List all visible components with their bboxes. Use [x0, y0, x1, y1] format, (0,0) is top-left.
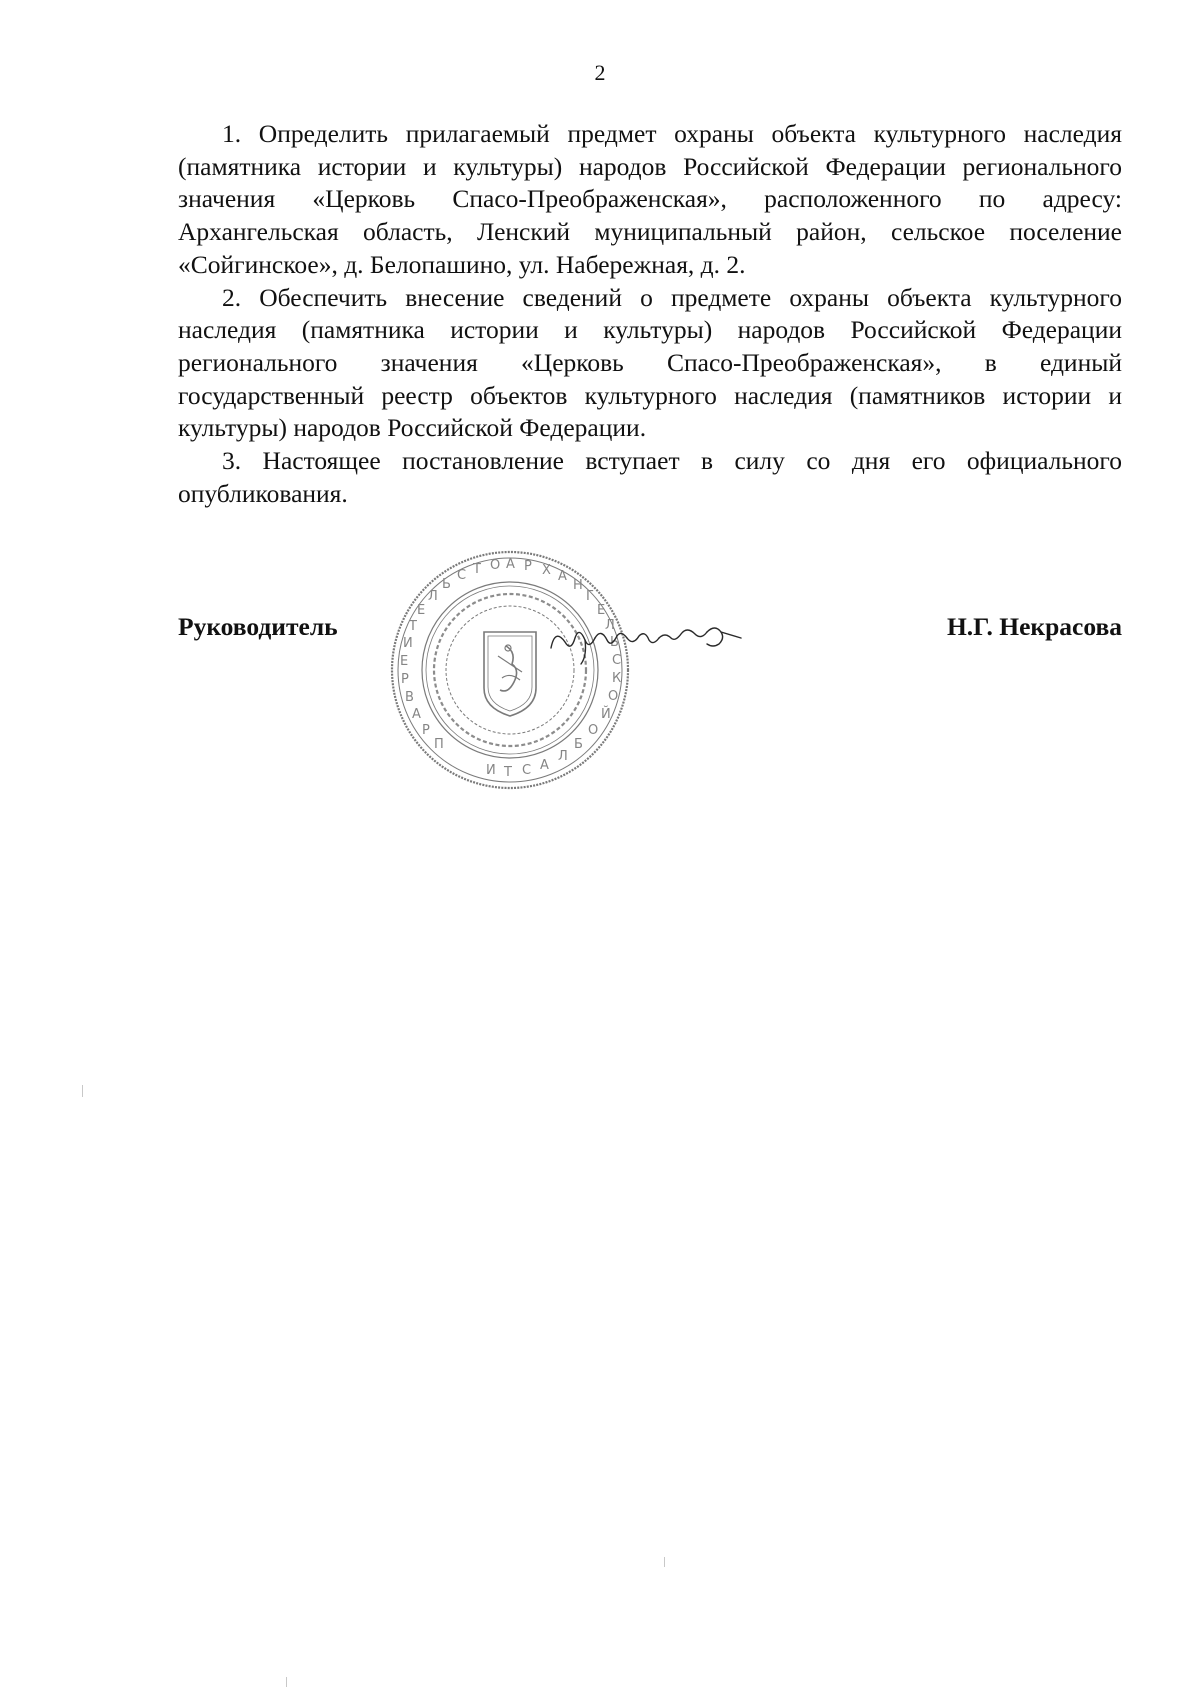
- signatory-title: Руководитель: [178, 612, 338, 641]
- svg-text:Т: Т: [409, 619, 417, 634]
- svg-text:Х: Х: [542, 563, 551, 578]
- svg-text:Р: Р: [524, 559, 532, 574]
- svg-text:Л: Л: [428, 589, 438, 604]
- page-number: 2: [594, 60, 606, 85]
- svg-text:И: И: [486, 763, 496, 778]
- svg-text:Р: Р: [422, 723, 430, 738]
- svg-text:Ь: Ь: [610, 635, 619, 650]
- svg-text:А: А: [540, 758, 549, 773]
- svg-text:Т: Т: [473, 562, 481, 577]
- svg-text:В: В: [405, 690, 414, 705]
- svg-text:О: О: [588, 723, 599, 738]
- paragraph-1: 1. Определить прилагаемый предмет охраны объекта культурного наследия (памятника истории и культуры) народов Российской Федерации регионального значения «Церковь Спасо-Преображенская», расположенного по адресу: Архангельская область, Ленский муниципальный район, сельское поселение «Сойгинское», д. Белопашино, ул. Набережная, д. 2.: [178, 119, 1122, 279]
- paragraph-2: 2. Обеспечить внесение сведений о предмете охраны объекта культурного наследия (памятника истории и культуры) народов Российской Федерации регионального значения «Церковь Спасо-Преображенская», в единый государственный реестр объектов культурного наследия (памятников истории и культуры) народов Российской Федерации.: [178, 282, 1122, 443]
- svg-text:С: С: [457, 568, 467, 583]
- svg-text:А: А: [412, 707, 421, 722]
- svg-text:И: И: [403, 636, 413, 651]
- svg-text:Л: Л: [558, 749, 568, 764]
- svg-text:А: А: [506, 557, 515, 572]
- svg-text:Е: Е: [597, 603, 606, 618]
- svg-text:С: С: [612, 653, 622, 668]
- document-body: [178, 118, 1122, 510]
- svg-text:Е: Е: [400, 654, 409, 669]
- signature-block: [178, 612, 1122, 652]
- svg-text:Т: Т: [504, 765, 512, 780]
- svg-text:Б: Б: [574, 737, 583, 752]
- scan-speck: [286, 1677, 287, 1687]
- svg-text:Н: Н: [573, 578, 583, 593]
- signatory-name: Н.Г. Некрасова: [946, 612, 1122, 641]
- svg-text:Л: Л: [605, 618, 615, 633]
- paragraph-3: 3. Настоящее постановление вступает в силу со дня его официального опубликования.: [178, 446, 1122, 508]
- scan-speck: [82, 1085, 83, 1097]
- official-seal-stamp: [388, 548, 632, 792]
- svg-text:Ь: Ь: [442, 577, 451, 592]
- svg-text:Г: Г: [586, 589, 594, 604]
- svg-text:Е: Е: [417, 603, 426, 618]
- svg-text:К: К: [612, 671, 622, 686]
- scan-speck: [664, 1557, 665, 1567]
- svg-text:Й: Й: [601, 707, 611, 722]
- svg-text:А: А: [558, 569, 567, 584]
- svg-text:О: О: [490, 558, 501, 573]
- svg-text:П: П: [434, 737, 444, 752]
- svg-text:Р: Р: [401, 672, 409, 687]
- svg-text:С: С: [522, 763, 532, 778]
- svg-text:О: О: [608, 689, 619, 704]
